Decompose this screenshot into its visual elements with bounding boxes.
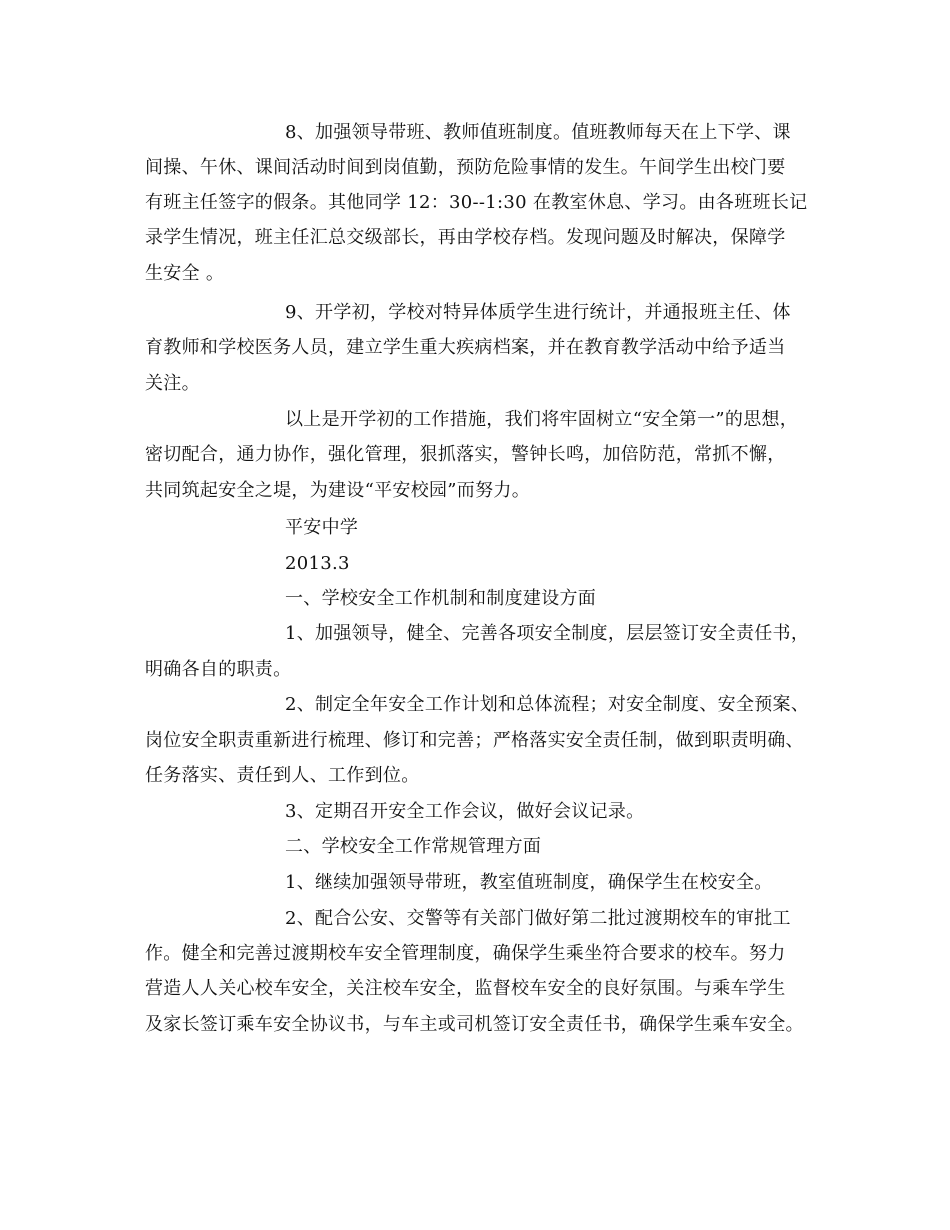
text-line: 8、加强领导带班、教师值班制度。值班教师每天在上下学、课 (285, 122, 791, 143)
text-line: 录学生情况，班主任汇总交级部长，再由学校存档。发现问题及时解决，保障学 (145, 227, 786, 248)
text-line: 关注。 (145, 373, 200, 394)
text-line: 密切配合，通力协作，强化管理，狠抓落实，警钟长鸣，加倍防范，常抓不懈， (145, 444, 786, 465)
text-line: 任务落实、责任到人、工作到位。 (145, 765, 420, 786)
text-line: 1、继续加强领导带班，教室值班制度，确保学生在校安全。 (285, 872, 773, 893)
text-line: 营造人人关心校车安全，关注校车安全，监督校车安全的良好氛围。与乘车学生 (145, 978, 786, 999)
section-heading: 二、学校安全工作常规管理方面 (285, 836, 542, 857)
text-line: 2、配合公安、交警等有关部门做好第二批过渡期校车的审批工 (285, 908, 791, 929)
text-line: 生安全 。 (145, 263, 225, 284)
text-line: 育教师和学校医务人员，建立学生重大疾病档案，并在教育教学活动中给予适当 (145, 337, 786, 358)
signature-school: 平安中学 (285, 517, 359, 538)
text-line: 明确各自的职责。 (145, 659, 292, 680)
text-line: 以上是开学初的工作措施，我们将牢固树立“安全第一”的思想， (285, 409, 799, 430)
text-line: 3、定期召开安全工作会议，做好会议记录。 (285, 801, 645, 822)
signature-date: 2013.3 (285, 553, 350, 574)
text-line: 作。健全和完善过渡期校车安全管理制度，确保学生乘坐符合要求的校车。努力 (145, 943, 786, 964)
text-line: 1、加强领导，健全、完善各项安全制度，层层签订安全责任书， (285, 623, 810, 644)
section-heading: 一、学校安全工作机制和制度建设方面 (285, 588, 597, 609)
text-line: 有班主任签字的假条。其他同学 12：30--1:30 在教室休息、学习。由各班班长记 (145, 192, 808, 213)
text-line: 共同筑起安全之堤，为建设“平安校园”而努力。 (145, 480, 531, 501)
text-line: 及家长签订乘车安全协议书，与车主或司机签订安全责任书，确保学生乘车安全。 (145, 1014, 804, 1035)
text-line: 间操、午休、课间活动时间到岗值勤，预防危险事情的发生。午间学生出校门要 (145, 157, 786, 178)
text-line: 9、开学初，学校对特异体质学生进行统计，并通报班主任、体 (285, 302, 791, 323)
text-line: 岗位安全职责重新进行梳理、修订和完善；严格落实安全责任制，做到职责明确、 (145, 730, 804, 751)
text-line: 2、制定全年安全工作计划和总体流程；对安全制度、安全预案、 (285, 694, 810, 715)
